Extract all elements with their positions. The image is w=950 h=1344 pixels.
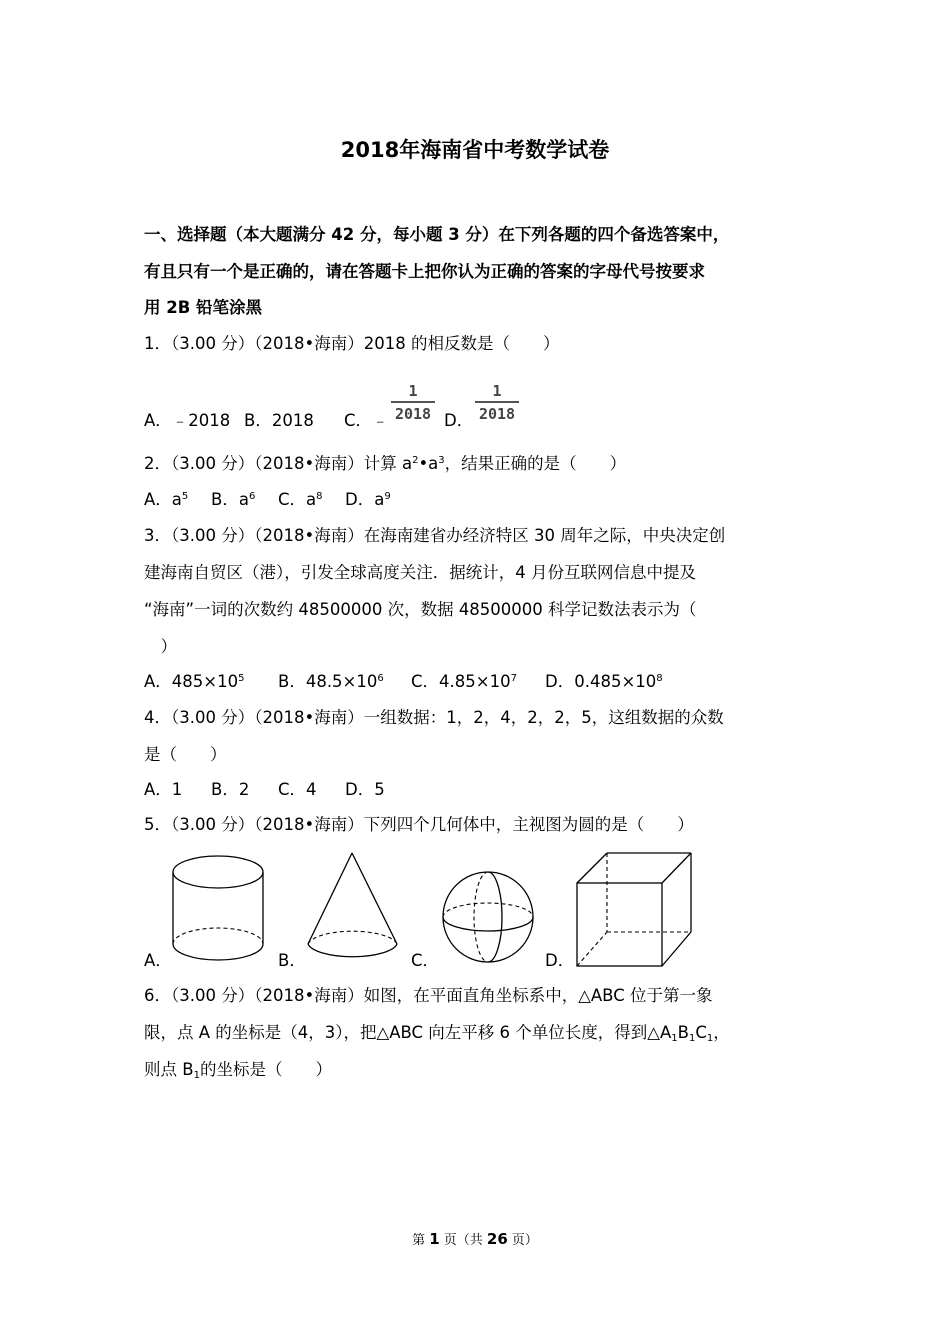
section-heading-line3: 用 2B 铅笔涂黑	[144, 298, 263, 317]
q6-line1: 6．（3.00 分）（2018•海南）如图，在平面直角坐标系中，△ABC 位于第一象	[144, 986, 713, 1005]
q2-stem-part1: 2．（3.00 分）（2018•海南）计算 a	[144, 454, 413, 473]
q4-line2: 是（ ）	[144, 745, 227, 764]
q3-line4: ）	[144, 637, 177, 656]
footer-mid: 页（共	[439, 1233, 487, 1248]
fraction-denominator: 2018	[478, 405, 516, 423]
q1-option-a: A．﹣2018	[144, 411, 231, 430]
q3-option-c: C．$4.85\times 10^7$	[411, 672, 517, 691]
q3-option-b: B．$48.5\times 10^6$	[278, 672, 384, 691]
q3-line3: “海南”一词的次数约 48500000 次，数据 48500000 科学记数法表示为（	[144, 600, 697, 619]
q1-stem: 1．（3.00 分）（2018•海南）2018 的相反数是（ ）	[144, 334, 560, 353]
q1-fraction-c	[391, 383, 435, 423]
fraction-bar	[475, 401, 519, 403]
q6-line3: 则点 $B_1$的坐标是（ ）	[144, 1060, 332, 1081]
q2-option-d: D．$a^9$	[345, 490, 391, 509]
fraction-denominator: 2018	[394, 405, 432, 423]
q3-option-a: A．$485\times 10^5$	[144, 672, 245, 691]
q5-option-d: D．	[545, 951, 575, 970]
q4-option-d: D．5	[345, 780, 385, 799]
q3-option-d: D．$0.485\times 10^8$	[545, 672, 663, 691]
page-footer	[0, 1229, 950, 1248]
q5-option-c: C．	[411, 951, 440, 970]
q2-option-c: C．$a^8$	[278, 490, 323, 509]
page-title: 2018年海南省中考数学试卷	[340, 138, 610, 162]
q5-stem: 5．（3.00 分）（2018•海南）下列四个几何体中，主视图为圆的是（ ）	[144, 815, 694, 834]
fraction-numerator: 1	[492, 382, 502, 400]
q4-line1: 4．（3.00 分）（2018•海南）一组数据：1，2，4，2，2，5，这组数据的众数	[144, 708, 724, 727]
q2-option-b: B．$a^6$	[211, 490, 256, 509]
q2-option-a: A．$a^5$	[144, 490, 189, 509]
footer-page-number: 1	[429, 1230, 440, 1248]
cylinder-icon	[170, 850, 270, 970]
q1-option-c: C．﹣	[344, 411, 389, 430]
q2-exponent-2: 3	[438, 455, 445, 466]
q5-option-b: B．	[278, 951, 306, 970]
q2-stem-part3: ，结果正确的是（ ）	[444, 454, 627, 473]
footer-pre: 第	[412, 1233, 430, 1248]
q2-stem	[144, 453, 626, 475]
q3-line2: 建海南自贸区（港），引发全球高度关注．据统计，4 月份互联网信息中提及	[144, 563, 696, 582]
cone-icon	[305, 850, 405, 970]
footer-post: 页）	[507, 1233, 538, 1248]
footer-total-pages: 26	[486, 1230, 508, 1248]
fraction-bar	[391, 401, 435, 403]
q4-option-b: B．2	[211, 780, 250, 799]
q1-option-d: D．	[444, 411, 474, 430]
q4-option-c: C．4	[278, 780, 317, 799]
q5-option-a: A．	[144, 951, 172, 970]
q1-option-b: B．2018	[244, 411, 314, 430]
q3-line1: 3．（3.00 分）（2018•海南）在海南建省办经济特区 30 周年之际，中央决定创	[144, 526, 726, 545]
fraction-numerator: 1	[408, 382, 418, 400]
q2-stem-part2: •a	[418, 454, 439, 473]
q1-fraction-d	[475, 383, 519, 423]
q6-line2: 限，点 A 的坐标是（4，3），把△ABC 向左平移 6 个单位长度，得到$\triangle A_1B_1C_1$，	[144, 1023, 730, 1044]
q4-option-a: A．1	[144, 780, 183, 799]
q2-exponent-1: 2	[412, 455, 419, 466]
cube-icon	[574, 850, 699, 970]
section-heading-line2: 有且只有一个是正确的，请在答题卡上把你认为正确的答案的字母代号按要求	[144, 262, 705, 281]
section-heading-line1: 一、选择题（本大题满分 42 分，每小题 3 分）在下列各题的四个备选答案中，	[144, 225, 730, 244]
sphere-icon	[440, 870, 540, 970]
